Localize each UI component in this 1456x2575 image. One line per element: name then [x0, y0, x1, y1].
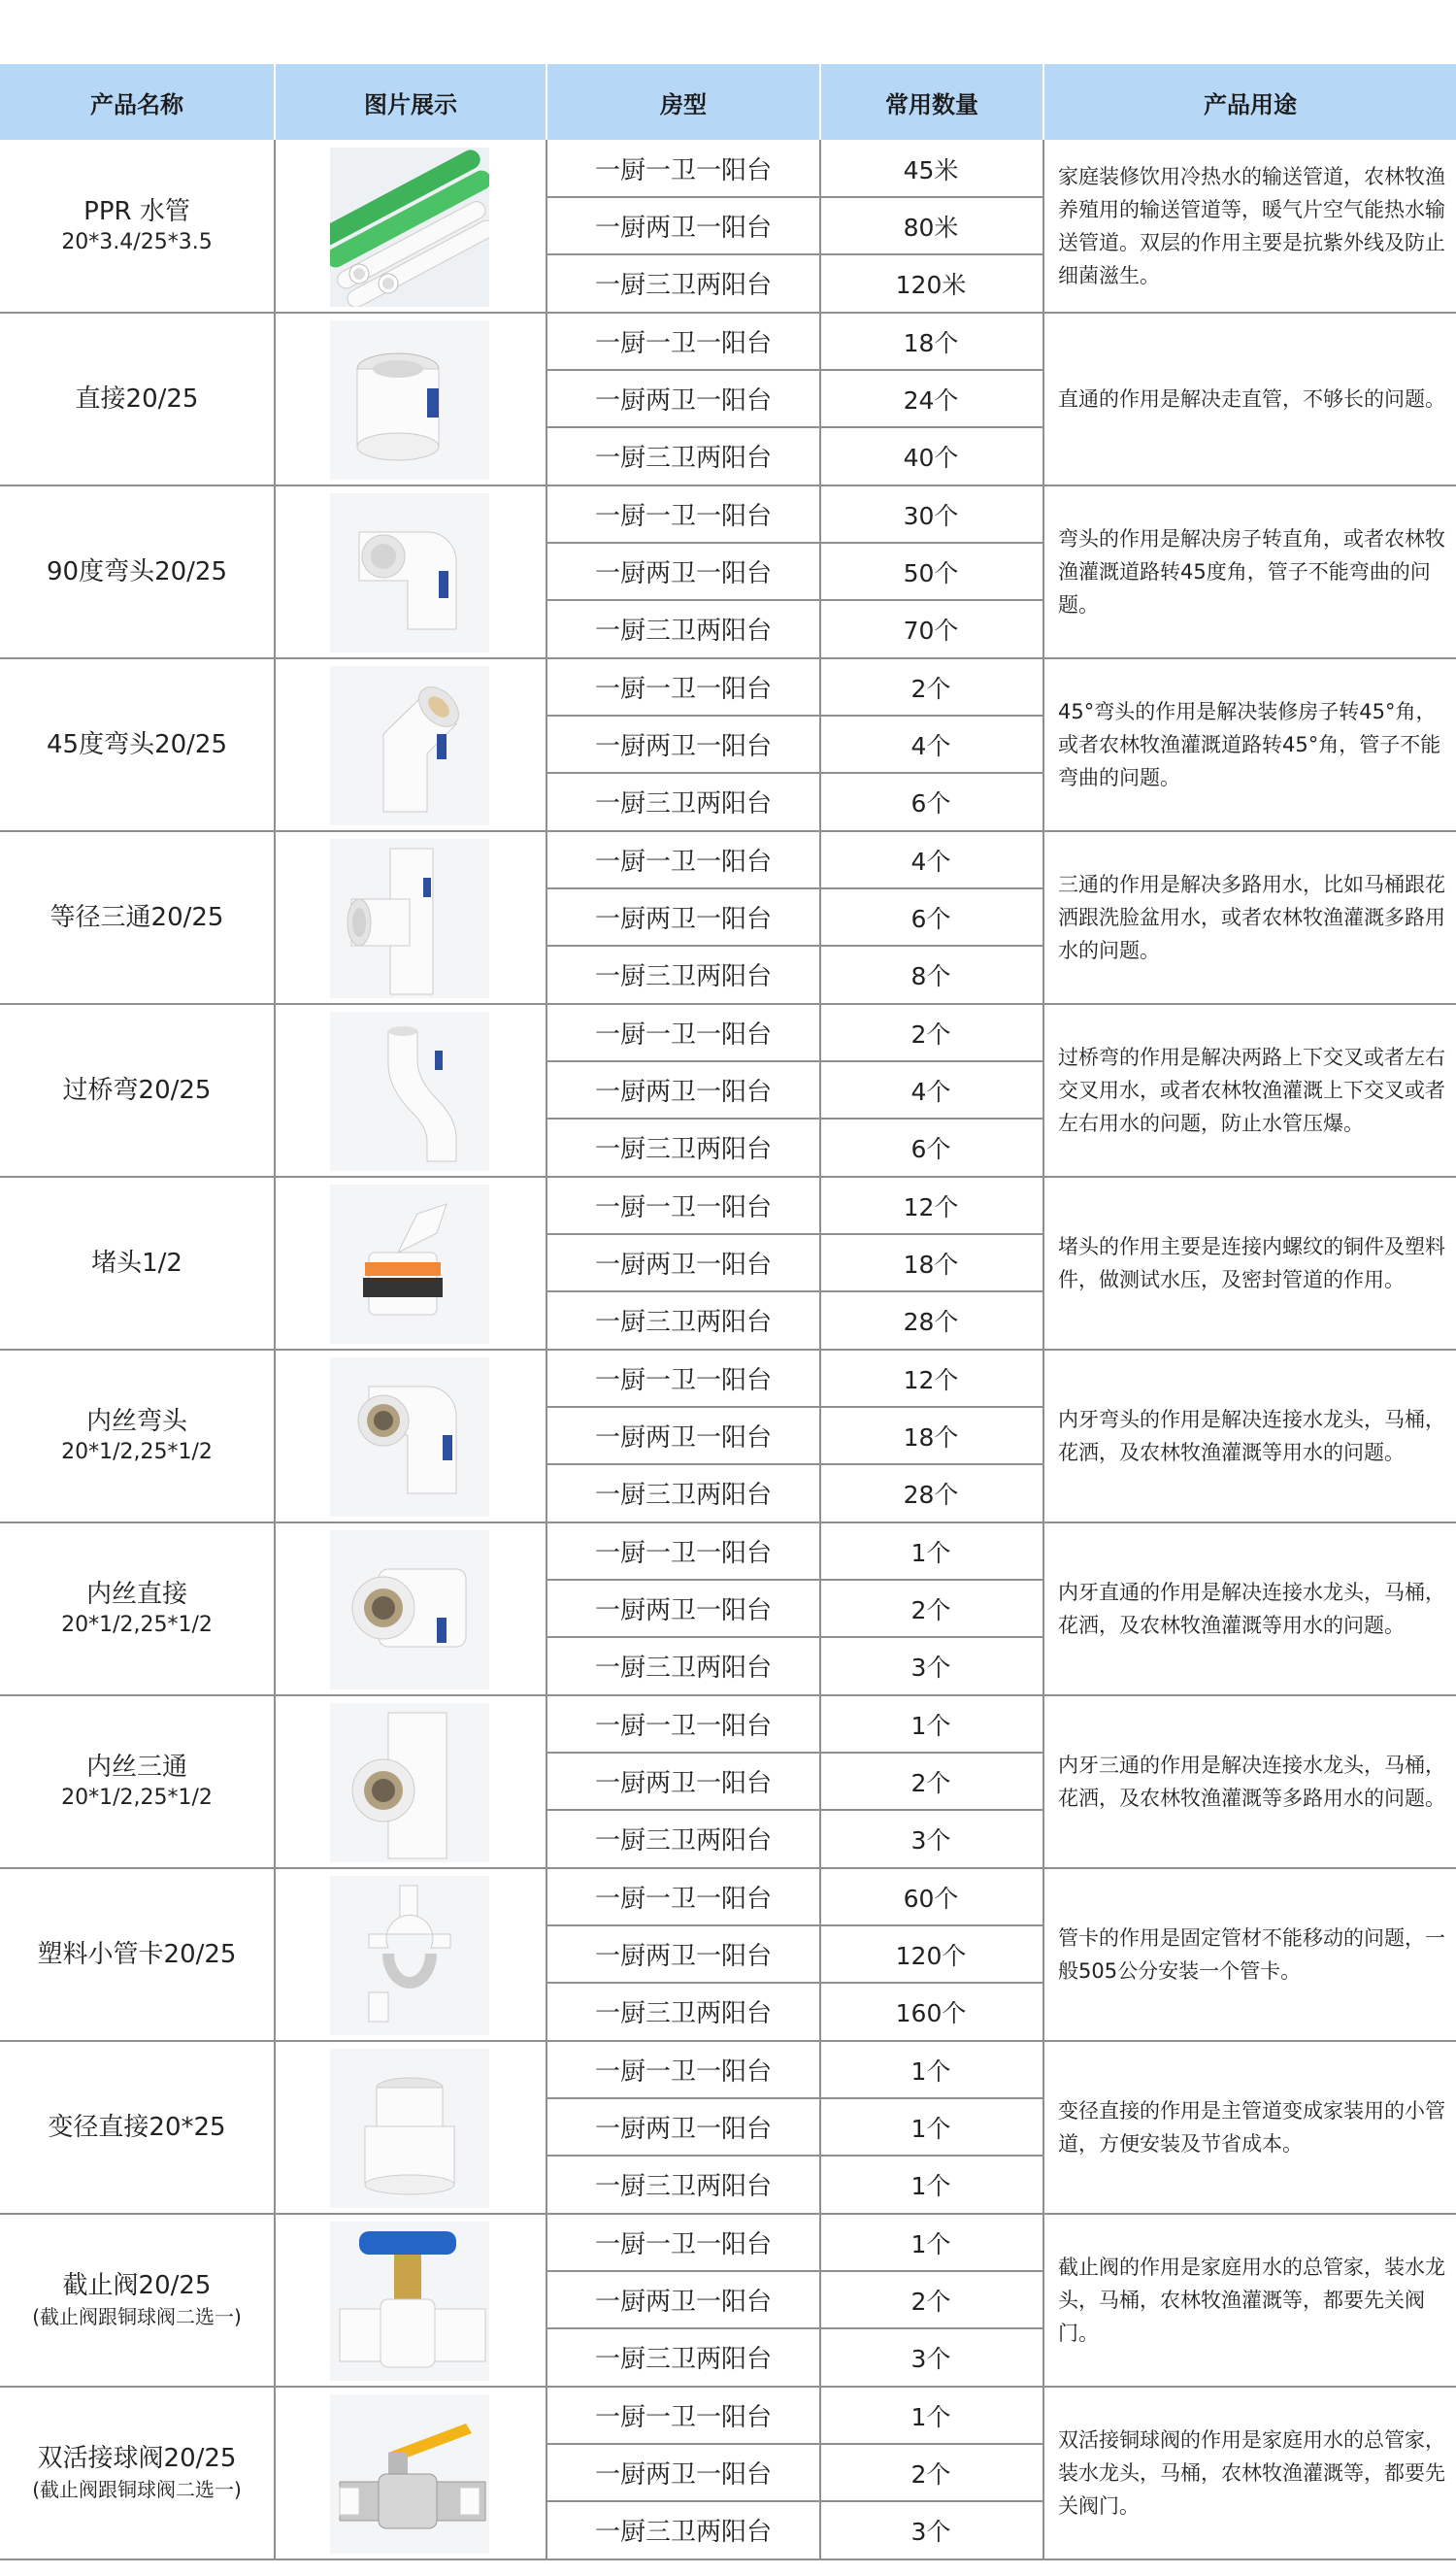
- product-name: 内丝直接: [85, 1580, 187, 1609]
- room-type: 一厨两卫一阳台: [594, 559, 772, 588]
- product-usage: 截止阀的作用是家庭用水的总管家，装水龙头，马桶，农林牧渔灌溉等，都要先关阀门。: [1058, 2256, 1445, 2345]
- quantity: 28个: [903, 1480, 959, 1509]
- quantity: 80米: [903, 213, 959, 242]
- table-row: [0, 140, 1456, 313]
- product-usage: 内牙直通的作用是解决连接水龙头，马桶，花洒，及农林牧渔灌溉等用水的问题。: [1058, 1581, 1445, 1637]
- product-name-cell: [0, 2387, 274, 2559]
- room-type: 一厨三卫两阳台: [594, 2345, 772, 2374]
- product-usage: 变径直接的作用是主管道变成家装用的小管道，方便安装及节省成本。: [1058, 2099, 1445, 2156]
- product-name-cell: [0, 831, 274, 1004]
- room-type: 一厨一卫一阳台: [594, 1712, 772, 1741]
- product-name: 截止阀20/25: [62, 2271, 212, 2300]
- product-name-cell: [0, 1177, 274, 1350]
- product-usage: 家庭装修饮用冷热水的输送管道，农林牧渔养殖用的输送管道等，暖气片空气能热水输送管道。双层的作用主要是抗紫外线及防止细菌滋生。: [1058, 165, 1445, 287]
- product-usage: 直通的作用是解决走直管，不够长的问题。: [1058, 387, 1445, 411]
- quantity: 6个: [910, 904, 951, 933]
- product-spec: 20*1/2,25*1/2: [61, 1440, 213, 1464]
- room-type: 一厨一卫一阳台: [594, 675, 772, 704]
- table-row: [0, 1868, 1456, 2041]
- product-name-cell: [0, 140, 274, 313]
- product-name-cell: [0, 1350, 274, 1522]
- product-spec: 20*3.4/25*3.5: [61, 230, 213, 254]
- elbow-90-icon: [330, 493, 489, 652]
- table-row: [0, 2387, 1456, 2559]
- quantity: 6个: [910, 1134, 951, 1163]
- room-type: 一厨一卫一阳台: [594, 848, 772, 877]
- room-type: 一厨两卫一阳台: [594, 2115, 772, 2144]
- product-usage: 双活接铜球阀的作用是家庭用水的总管家，装水龙头，马桶，农林牧渔灌溉等，都要先关阀门。: [1058, 2428, 1445, 2518]
- table-row: [0, 2041, 1456, 2214]
- straight-coupling-icon: [330, 320, 489, 480]
- room-type: 一厨两卫一阳台: [594, 1251, 772, 1280]
- quantity: 3个: [910, 1825, 951, 1855]
- quantity: 2个: [910, 1595, 951, 1624]
- room-type: 一厨两卫一阳台: [594, 1769, 772, 1798]
- quantity: 40个: [903, 443, 959, 472]
- product-name: 45度弯头20/25: [46, 730, 227, 759]
- product-name-cell: [0, 313, 274, 485]
- pipe-clip-icon: [330, 1876, 489, 2035]
- header-image: 图片展示: [364, 90, 457, 118]
- room-type: 一厨三卫两阳台: [594, 1826, 772, 1856]
- product-name-cell: [0, 1522, 274, 1695]
- room-type: 一厨三卫两阳台: [594, 1135, 772, 1164]
- plug-icon: [330, 1185, 489, 1344]
- table-row: [0, 1177, 1456, 1350]
- product-name-cell: [0, 658, 274, 831]
- product-spec: 20*1/2,25*1/2: [61, 1786, 213, 1810]
- product-name: 过桥弯20/25: [62, 1076, 212, 1105]
- room-type: 一厨一卫一阳台: [594, 1020, 772, 1050]
- room-type: 一厨两卫一阳台: [594, 1423, 772, 1453]
- product-usage: 过桥弯的作用是解决两路上下交叉或者左右交叉用水，或者农林牧渔灌溉上下交叉或者左右用水的问题，防止水管压爆。: [1058, 1046, 1445, 1135]
- quantity: 120米: [895, 270, 967, 299]
- table-row: [0, 2214, 1456, 2387]
- product-usage: 内牙弯头的作用是解决连接水龙头，马桶，花洒，及农林牧渔灌溉等用水的问题。: [1058, 1408, 1445, 1464]
- quantity: 4个: [910, 1077, 951, 1106]
- room-type: 一厨两卫一阳台: [594, 386, 772, 416]
- table-row: [0, 1522, 1456, 1695]
- header-room-type: 房型: [660, 90, 707, 118]
- product-spec: (截止阀跟铜球阀二选一): [32, 2478, 242, 2501]
- room-type: 一厨一卫一阳台: [594, 2230, 772, 2259]
- product-name: PPR 水管: [83, 197, 190, 226]
- product-name-cell: [0, 1695, 274, 1868]
- room-type: 一厨两卫一阳台: [594, 732, 772, 761]
- header-product-name: 产品名称: [90, 90, 183, 118]
- quantity: 12个: [903, 1192, 959, 1221]
- room-type: 一厨两卫一阳台: [594, 905, 772, 934]
- quantity: 4个: [910, 847, 951, 876]
- room-type: 一厨两卫一阳台: [594, 2460, 772, 2490]
- room-type: 一厨一卫一阳台: [594, 2057, 772, 2087]
- quantity: 18个: [903, 1422, 959, 1452]
- room-type: 一厨一卫一阳台: [594, 1366, 772, 1395]
- quantity: 28个: [903, 1307, 959, 1336]
- room-type: 一厨三卫两阳台: [594, 1481, 772, 1510]
- product-name: 90度弯头20/25: [46, 557, 227, 586]
- room-type: 一厨三卫两阳台: [594, 2518, 772, 2547]
- room-type: 一厨两卫一阳台: [594, 1942, 772, 1971]
- product-spec: (截止阀跟铜球阀二选一): [32, 2305, 242, 2328]
- room-type: 一厨一卫一阳台: [594, 156, 772, 185]
- room-type: 一厨三卫两阳台: [594, 617, 772, 646]
- quantity: 1个: [910, 1538, 951, 1567]
- threaded-elbow-icon: [330, 1357, 489, 1517]
- quantity: 24个: [903, 385, 959, 415]
- quantity: 2个: [910, 674, 951, 703]
- room-type: 一厨一卫一阳台: [594, 1193, 772, 1222]
- quantity: 18个: [903, 328, 959, 357]
- quantity: 160个: [895, 1998, 967, 2027]
- product-name-cell: [0, 1868, 274, 2041]
- stop-valve-icon: [330, 2222, 489, 2381]
- quantity: 1个: [910, 2402, 951, 2431]
- quantity: 3个: [910, 2517, 951, 2546]
- product-name: 内丝三通: [85, 1753, 187, 1782]
- quantity: 60个: [903, 1884, 959, 1913]
- ppr-pipe-icon: [330, 148, 489, 307]
- quantity: 50个: [903, 558, 959, 587]
- room-type: 一厨三卫两阳台: [594, 1654, 772, 1683]
- product-name-cell: [0, 2214, 274, 2387]
- threaded-coupling-icon: [330, 1530, 489, 1689]
- quantity: 1个: [910, 1711, 951, 1740]
- product-spec: 20*1/2,25*1/2: [61, 1613, 213, 1637]
- product-usage: 三通的作用是解决多路用水，比如马桶跟花洒跟洗脸盆用水，或者农林牧渔灌溉多路用水的问题。: [1058, 873, 1445, 962]
- product-usage: 弯头的作用是解决房子转直角，或者农林牧渔灌溉道路转45度角，管子不能弯曲的问题。: [1058, 527, 1445, 617]
- threaded-tee-icon: [330, 1703, 489, 1862]
- table-header: [0, 64, 1456, 140]
- room-type: 一厨三卫两阳台: [594, 1999, 772, 2028]
- quantity: 1个: [910, 2171, 951, 2200]
- room-type: 一厨三卫两阳台: [594, 789, 772, 819]
- room-type: 一厨三卫两阳台: [594, 271, 772, 300]
- table-row: [0, 658, 1456, 831]
- product-name-cell: [0, 2041, 274, 2214]
- product-name-cell: [0, 485, 274, 658]
- quantity: 2个: [910, 1768, 951, 1797]
- header-usage: 产品用途: [1204, 90, 1297, 118]
- room-type: 一厨一卫一阳台: [594, 329, 772, 358]
- room-type: 一厨三卫两阳台: [594, 962, 772, 991]
- room-type: 一厨一卫一阳台: [594, 502, 772, 531]
- product-name: 双活接球阀20/25: [37, 2444, 237, 2473]
- quantity: 3个: [910, 2344, 951, 2373]
- product-name: 变径直接20*25: [48, 2113, 226, 2142]
- room-type: 一厨一卫一阳台: [594, 2403, 772, 2432]
- ball-valve-icon: [330, 2394, 489, 2554]
- quantity: 1个: [910, 2057, 951, 2086]
- room-type: 一厨两卫一阳台: [594, 1596, 772, 1625]
- quantity: 2个: [910, 2287, 951, 2316]
- product-usage: 45°弯头的作用是解决装修房子转45°角，或者农林牧渔灌溉道路转45°角，管子不能弯曲的问题。: [1058, 700, 1441, 789]
- bridge-bend-icon: [330, 1012, 489, 1171]
- quantity: 1个: [910, 2114, 951, 2143]
- room-type: 一厨两卫一阳台: [594, 1078, 772, 1107]
- table-row: [0, 831, 1456, 1004]
- table-row: [0, 1350, 1456, 1522]
- table-row: [0, 1695, 1456, 1868]
- quantity: 2个: [910, 2459, 951, 2489]
- table-row: [0, 1004, 1456, 1177]
- product-name-cell: [0, 1004, 274, 1177]
- product-usage: 堵头的作用主要是连接内螺纹的铜件及塑料件，做测试水压，及密封管道的作用。: [1058, 1235, 1445, 1291]
- product-name: 直接20/25: [75, 385, 199, 414]
- product-name: 堵头1/2: [91, 1249, 182, 1278]
- quantity: 45米: [903, 155, 959, 184]
- room-type: 一厨两卫一阳台: [594, 214, 772, 243]
- table-row: [0, 485, 1456, 658]
- reducer-icon: [330, 2049, 489, 2208]
- product-name: 等径三通20/25: [50, 903, 224, 932]
- room-type: 一厨一卫一阳台: [594, 1885, 772, 1914]
- tee-icon: [330, 839, 489, 998]
- header-quantity: 常用数量: [885, 90, 978, 118]
- room-type: 一厨三卫两阳台: [594, 444, 772, 473]
- quantity: 12个: [903, 1365, 959, 1394]
- room-type: 一厨三卫两阳台: [594, 1308, 772, 1337]
- quantity: 120个: [895, 1941, 967, 1970]
- quantity: 70个: [903, 616, 959, 645]
- quantity: 8个: [910, 961, 951, 990]
- product-usage: 管卡的作用是固定管材不能移动的问题，一般505公分安装一个管卡。: [1058, 1926, 1445, 1983]
- product-usage: 内牙三通的作用是解决连接水龙头，马桶，花洒，及农林牧渔灌溉等多路用水的问题。: [1058, 1754, 1445, 1810]
- room-type: 一厨两卫一阳台: [594, 2288, 772, 2317]
- table-row: [0, 313, 1456, 485]
- quantity: 4个: [910, 731, 951, 760]
- room-type: 一厨三卫两阳台: [594, 2172, 772, 2201]
- quantity: 6个: [910, 788, 951, 818]
- product-name: 塑料小管卡20/25: [37, 1940, 237, 1969]
- quantity: 3个: [910, 1653, 951, 1682]
- quantity: 2个: [910, 1020, 951, 1049]
- quantity: 1个: [910, 2229, 951, 2258]
- elbow-45-icon: [330, 666, 489, 825]
- room-type: 一厨一卫一阳台: [594, 1539, 772, 1568]
- product-name: 内丝弯头: [85, 1407, 187, 1436]
- quantity: 18个: [903, 1250, 959, 1279]
- quantity: 30个: [903, 501, 959, 530]
